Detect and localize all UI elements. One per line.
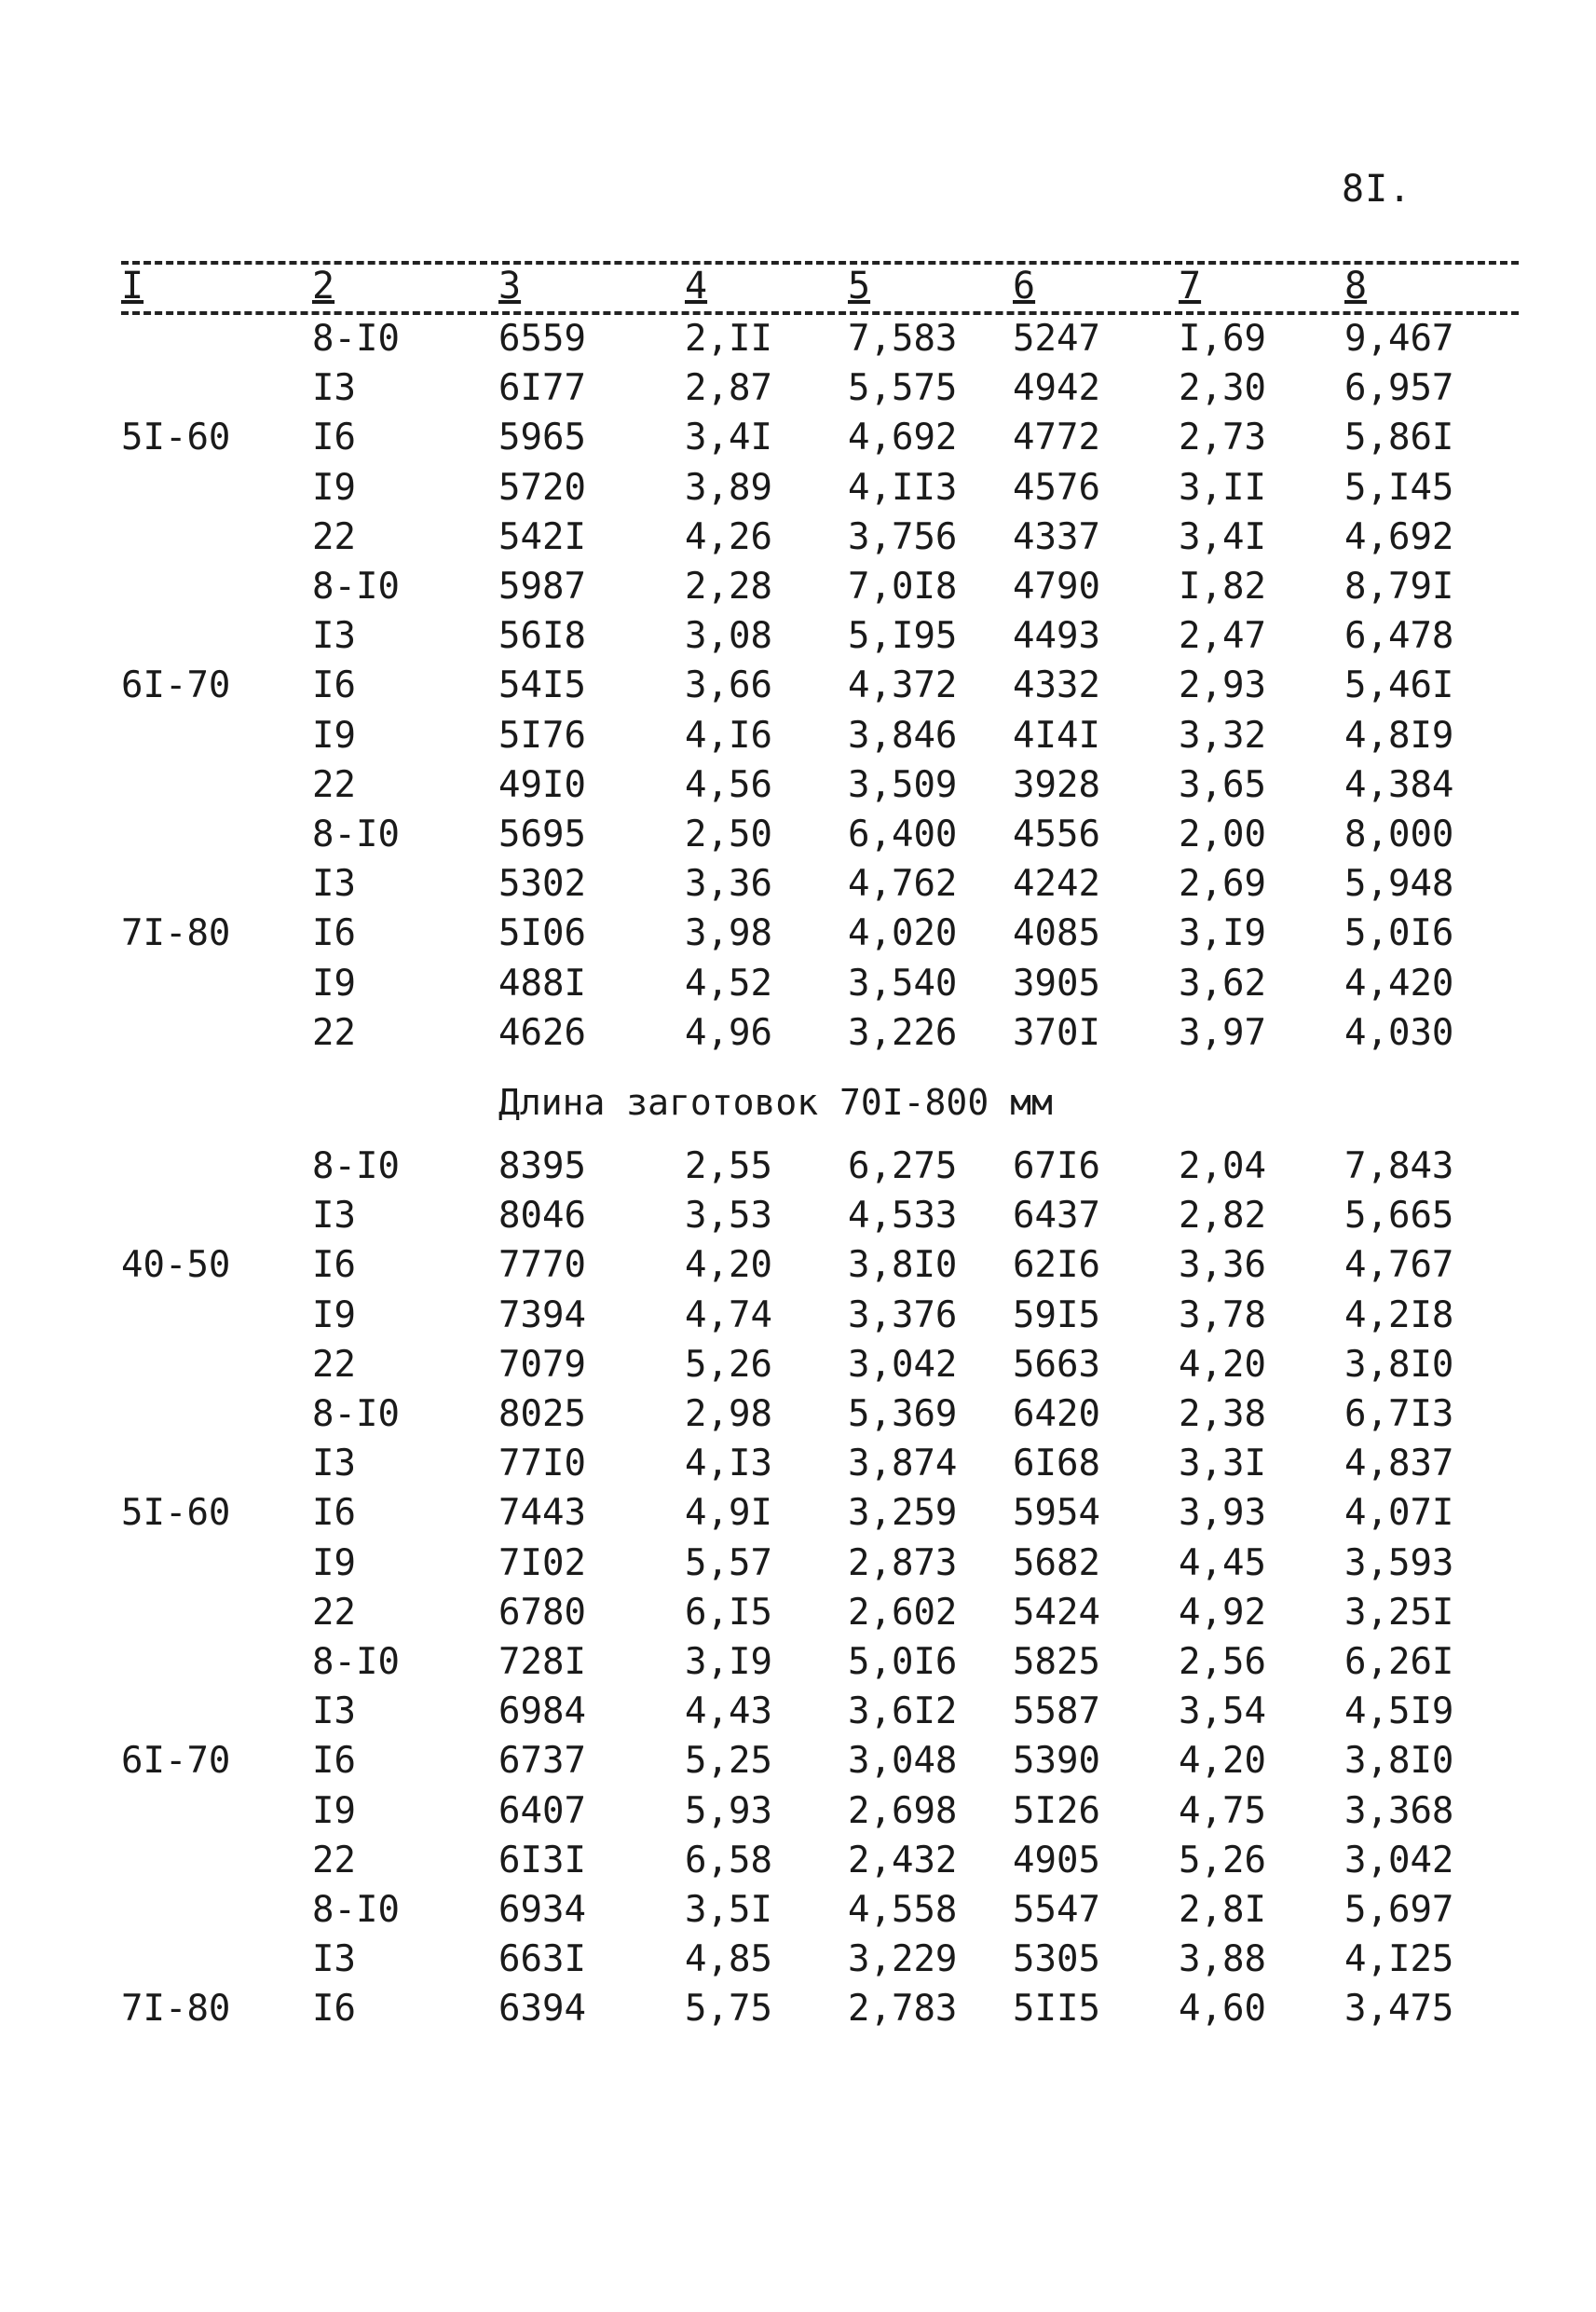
page-number: 8I.: [1342, 168, 1412, 211]
table-row: [0, 1489, 1596, 1539]
table-cell: 4085: [1013, 912, 1100, 955]
table-cell: 3,226: [848, 1011, 958, 1054]
table-cell: 7,583: [848, 318, 958, 360]
table-cell: I3: [312, 863, 356, 906]
table-cell: I3: [312, 1443, 356, 1485]
table-cell: 77I0: [498, 1443, 586, 1485]
table-cell: 5,0I6: [1344, 912, 1454, 955]
table-cell: 3,540: [848, 962, 958, 1005]
table-cell: 4,52: [685, 962, 772, 1005]
table-cell: 5587: [1013, 1690, 1100, 1733]
table-cell: 5,697: [1344, 1889, 1454, 1931]
table-cell: 6I68: [1013, 1443, 1100, 1485]
table-cell: I6: [312, 417, 356, 459]
table-cell: 6437: [1013, 1195, 1100, 1238]
table-cell: 2,432: [848, 1839, 958, 1881]
table-cell: 4626: [498, 1011, 586, 1054]
table-cell: 5,I45: [1344, 466, 1454, 509]
table-cell: 7079: [498, 1343, 586, 1386]
table-cell: 6,957: [1344, 367, 1454, 410]
table-cell: 3,78: [1179, 1293, 1266, 1336]
table-cell: 3,32: [1179, 714, 1266, 757]
header-col-6: 6: [1013, 265, 1036, 308]
table-cell: 4,384: [1344, 763, 1454, 806]
table-cell: I6: [312, 664, 356, 707]
table-cell: 8025: [498, 1393, 586, 1435]
table-cell: 2,04: [1179, 1145, 1266, 1187]
table-cell: I3: [312, 1938, 356, 1981]
table-row: [0, 860, 1596, 910]
table-cell: 2,73: [1179, 417, 1266, 459]
table-cell: 5825: [1013, 1641, 1100, 1683]
table-cell: 2,93: [1179, 664, 1266, 707]
table-row: [0, 910, 1596, 959]
table-cell: I9: [312, 1293, 356, 1336]
table-cell: 6984: [498, 1690, 586, 1733]
table-row: [0, 1440, 1596, 1489]
table-cell: 3,6I2: [848, 1690, 958, 1733]
table-row: [0, 960, 1596, 1009]
table-cell: 5682: [1013, 1541, 1100, 1584]
table-row: [0, 1192, 1596, 1241]
table-cell: 4,75: [1179, 1789, 1266, 1832]
table-row: [0, 1292, 1596, 1341]
table-cell: 4,07I: [1344, 1492, 1454, 1535]
table-cell: 56I8: [498, 615, 586, 658]
table-cell: 3,I9: [685, 1641, 772, 1683]
table-cell: 4,74: [685, 1293, 772, 1336]
table-cell: 4,I25: [1344, 1938, 1454, 1981]
table-cell: 3,259: [848, 1492, 958, 1535]
table-cell: 4,85: [685, 1938, 772, 1981]
header-col-8: 8: [1344, 265, 1368, 308]
table-cell: 8-I0: [312, 1641, 400, 1683]
table-cell: 4772: [1013, 417, 1100, 459]
table-cell: 3905: [1013, 962, 1100, 1005]
table-row: [0, 563, 1596, 612]
table-cell: 6,478: [1344, 615, 1454, 658]
table-cell: 8-I0: [312, 566, 400, 608]
header-col-7: 7: [1179, 265, 1202, 308]
table-cell: 663I: [498, 1938, 586, 1981]
table-cell: 2,28: [685, 566, 772, 608]
table-cell: 3,65: [1179, 763, 1266, 806]
group-cell: 6I-70: [121, 664, 231, 707]
table-cell: 3928: [1013, 763, 1100, 806]
table-cell: 3,4I: [685, 417, 772, 459]
table-cell: I3: [312, 1195, 356, 1238]
table-cell: 8-I0: [312, 1889, 400, 1931]
group-cell: 7I-80: [121, 912, 231, 955]
table-cell: 2,783: [848, 1988, 958, 2031]
table-cell: 3,93: [1179, 1492, 1266, 1535]
table-cell: 2,82: [1179, 1195, 1266, 1238]
header-col-3: 3: [498, 265, 522, 308]
table-cell: 6I3I: [498, 1839, 586, 1881]
table-cell: 2,698: [848, 1789, 958, 1832]
table-cell: 3,4I: [1179, 515, 1266, 558]
table-cell: 6420: [1013, 1393, 1100, 1435]
table-cell: 4,20: [685, 1244, 772, 1287]
table-cell: I6: [312, 1492, 356, 1535]
table-cell: 4905: [1013, 1839, 1100, 1881]
table-cell: 3,3I: [1179, 1443, 1266, 1485]
table-cell: 5,93: [685, 1789, 772, 1832]
table-header: [0, 263, 1596, 309]
table-cell: 5,665: [1344, 1195, 1454, 1238]
table-cell: I9: [312, 1541, 356, 1584]
table-cell: 3,042: [848, 1343, 958, 1386]
table-cell: 8-I0: [312, 814, 400, 855]
table-cell: 6,275: [848, 1145, 958, 1187]
table-cell: 6737: [498, 1740, 586, 1783]
table-cell: I6: [312, 1244, 356, 1287]
table-cell: 7,843: [1344, 1145, 1454, 1187]
table-cell: 3,229: [848, 1938, 958, 1981]
table-cell: I9: [312, 466, 356, 509]
table-row: [0, 712, 1596, 761]
table-cell: 4576: [1013, 466, 1100, 509]
table-cell: 4,20: [1179, 1740, 1266, 1783]
group-cell: 5I-60: [121, 417, 231, 459]
table-cell: 4,43: [685, 1690, 772, 1733]
table-cell: 5,I95: [848, 615, 958, 658]
table-row: [0, 1936, 1596, 1985]
table-cell: 5,575: [848, 367, 958, 410]
table-row: [0, 811, 1596, 860]
header-col-4: 4: [685, 265, 708, 308]
table-cell: 4,26: [685, 515, 772, 558]
table-cell: 4,2I8: [1344, 1293, 1454, 1336]
table-cell: 5695: [498, 814, 586, 855]
table-cell: 7,0I8: [848, 566, 958, 608]
table-cell: 3,8I0: [848, 1244, 958, 1287]
table-cell: 4493: [1013, 615, 1100, 658]
table-cell: 5,25: [685, 1740, 772, 1783]
table-cell: 6,58: [685, 1839, 772, 1881]
table-cell: 5,0I6: [848, 1641, 958, 1683]
table-cell: 3,475: [1344, 1988, 1454, 2031]
table-cell: 3,042: [1344, 1839, 1454, 1881]
table-cell: 3,54: [1179, 1690, 1266, 1733]
table-cell: 3,5I: [685, 1889, 772, 1931]
table-cell: 2,38: [1179, 1393, 1266, 1435]
table-cell: 5547: [1013, 1889, 1100, 1931]
table-cell: 4,9I: [685, 1492, 772, 1535]
table-cell: 5390: [1013, 1740, 1100, 1783]
table-cell: 8-I0: [312, 1145, 400, 1187]
table-cell: 2,II: [685, 318, 772, 360]
table-cell: 4,020: [848, 912, 958, 955]
table-cell: 4,20: [1179, 1343, 1266, 1386]
table-cell: 6559: [498, 318, 586, 360]
table-cell: 4,60: [1179, 1988, 1266, 2031]
table-cell: 2,602: [848, 1591, 958, 1634]
table-cell: 3,593: [1344, 1541, 1454, 1584]
table-cell: I9: [312, 714, 356, 757]
table-cell: 5,948: [1344, 863, 1454, 906]
table-cell: 4,767: [1344, 1244, 1454, 1287]
table-cell: 5,75: [685, 1988, 772, 2031]
table-cell: I3: [312, 615, 356, 658]
table-cell: 4,92: [1179, 1591, 1266, 1634]
table-cell: 6,26I: [1344, 1641, 1454, 1683]
table-cell: 5I06: [498, 912, 586, 955]
table-cell: 4,533: [848, 1195, 958, 1238]
table-row: [0, 1539, 1596, 1589]
table-cell: 2,50: [685, 814, 772, 855]
table-cell: 4337: [1013, 515, 1100, 558]
table-cell: 49I0: [498, 763, 586, 806]
table-cell: 3,66: [685, 664, 772, 707]
table-cell: 5720: [498, 466, 586, 509]
table-row: [0, 1638, 1596, 1688]
table-cell: 6,I5: [685, 1591, 772, 1634]
table-cell: 4942: [1013, 367, 1100, 410]
table-cell: 22: [312, 1839, 356, 1881]
table-row: [0, 1985, 1596, 2034]
table-cell: 4I4I: [1013, 714, 1100, 757]
table-cell: 5,26: [685, 1343, 772, 1386]
group-cell: 5I-60: [121, 1492, 231, 1535]
table-cell: 5I76: [498, 714, 586, 757]
table-cell: 22: [312, 1011, 356, 1054]
table-row: [0, 364, 1596, 414]
table-cell: 5,86I: [1344, 417, 1454, 459]
table-cell: 3,89: [685, 466, 772, 509]
table-cell: 5,369: [848, 1393, 958, 1435]
table-cell: 4,692: [1344, 515, 1454, 558]
table-cell: 4556: [1013, 814, 1100, 855]
table-cell: 3,36: [1179, 1244, 1266, 1287]
table-row: [0, 1241, 1596, 1291]
table-cell: 3,II: [1179, 466, 1266, 509]
header-col-1: I: [121, 265, 144, 308]
table-row: [0, 1737, 1596, 1786]
table-cell: 5305: [1013, 1938, 1100, 1981]
table-cell: 5247: [1013, 318, 1100, 360]
table-cell: 2,69: [1179, 863, 1266, 906]
table-cell: 7I02: [498, 1541, 586, 1584]
table-cell: 5I26: [1013, 1789, 1100, 1832]
table-cell: 7394: [498, 1293, 586, 1336]
table-cell: 9,467: [1344, 318, 1454, 360]
table-cell: 8,79I: [1344, 566, 1454, 608]
table-cell: 4,I6: [685, 714, 772, 757]
table-row: [0, 1009, 1596, 1059]
table-cell: 6,400: [848, 814, 958, 855]
table-row: [0, 513, 1596, 563]
table-row: [0, 1390, 1596, 1440]
group-cell: 7I-80: [121, 1988, 231, 2031]
table-cell: I9: [312, 1789, 356, 1832]
table-cell: 3,88: [1179, 1938, 1266, 1981]
table-cell: 2,8I: [1179, 1889, 1266, 1931]
table-cell: 542I: [498, 515, 586, 558]
table-cell: 4332: [1013, 664, 1100, 707]
table-row: [0, 464, 1596, 513]
table-cell: 6I77: [498, 367, 586, 410]
table-row: [0, 1341, 1596, 1390]
table-cell: 22: [312, 1591, 356, 1634]
table-cell: 2,87: [685, 367, 772, 410]
table-cell: 6407: [498, 1789, 586, 1832]
table-cell: 4,96: [685, 1011, 772, 1054]
table-cell: 8,000: [1344, 814, 1454, 855]
table-cell: 3,97: [1179, 1011, 1266, 1054]
table-cell: 6780: [498, 1591, 586, 1634]
table-cell: I6: [312, 1988, 356, 2031]
table-row: [0, 315, 1596, 364]
table-cell: 8046: [498, 1195, 586, 1238]
table-cell: I6: [312, 1740, 356, 1783]
header-col-5: 5: [848, 265, 871, 308]
table-cell: 2,873: [848, 1541, 958, 1584]
table-cell: 3,8I0: [1344, 1343, 1454, 1386]
table-row: [0, 1787, 1596, 1837]
table-cell: 370I: [1013, 1011, 1100, 1054]
table-cell: 4,420: [1344, 962, 1454, 1005]
table-cell: 6,7I3: [1344, 1393, 1454, 1435]
table-cell: 2,98: [685, 1393, 772, 1435]
table-cell: 3,376: [848, 1293, 958, 1336]
table-cell: 6934: [498, 1889, 586, 1931]
table-cell: 3,53: [685, 1195, 772, 1238]
table-cell: 5,26: [1179, 1839, 1266, 1881]
table-cell: 3,756: [848, 515, 958, 558]
table-cell: 2,55: [685, 1145, 772, 1187]
table-cell: 3,25I: [1344, 1591, 1454, 1634]
group-cell: 6I-70: [121, 1740, 231, 1783]
table-row: [0, 1688, 1596, 1737]
table-cell: 4,692: [848, 417, 958, 459]
table-cell: 728I: [498, 1641, 586, 1683]
table-cell: 5954: [1013, 1492, 1100, 1535]
table-cell: 488I: [498, 962, 586, 1005]
table-cell: 4,837: [1344, 1443, 1454, 1485]
table-row: [0, 662, 1596, 711]
table-row: [0, 1837, 1596, 1886]
table-cell: 2,47: [1179, 615, 1266, 658]
table-cell: I,82: [1179, 566, 1266, 608]
table-cell: 3,I9: [1179, 912, 1266, 955]
table-cell: 3,36: [685, 863, 772, 906]
table-cell: 8-I0: [312, 318, 400, 360]
group-cell: 40-50: [121, 1244, 231, 1287]
table-cell: 59I5: [1013, 1293, 1100, 1336]
table-cell: 2,56: [1179, 1641, 1266, 1683]
table-cell: 22: [312, 763, 356, 806]
table-cell: 22: [312, 1343, 356, 1386]
table-row: [0, 414, 1596, 463]
table-cell: 3,368: [1344, 1789, 1454, 1832]
table-cell: 4,5I9: [1344, 1690, 1454, 1733]
table-cell: 8-I0: [312, 1393, 400, 1435]
table-cell: 3,08: [685, 615, 772, 658]
table-cell: 5965: [498, 417, 586, 459]
table-cell: 3,62: [1179, 962, 1266, 1005]
table-cell: 5987: [498, 566, 586, 608]
section-caption: Длина заготовок 70I-800 мм: [498, 1082, 1053, 1123]
table-cell: 54I5: [498, 664, 586, 707]
table-cell: 8395: [498, 1145, 586, 1187]
table-cell: 22: [312, 515, 356, 558]
table-cell: 7443: [498, 1492, 586, 1535]
table-cell: 4790: [1013, 566, 1100, 608]
table-row: [0, 761, 1596, 811]
table-cell: 4,I3: [685, 1443, 772, 1485]
table-cell: 3,509: [848, 763, 958, 806]
table-row: [0, 1142, 1596, 1192]
table-cell: 5663: [1013, 1343, 1100, 1386]
table-cell: 2,30: [1179, 367, 1266, 410]
table-cell: I6: [312, 912, 356, 955]
table-cell: 6394: [498, 1988, 586, 2031]
table-row: [0, 612, 1596, 662]
table-cell: 3,8I0: [1344, 1740, 1454, 1783]
table-cell: 3,846: [848, 714, 958, 757]
table-cell: 4,II3: [848, 466, 958, 509]
table-row: [0, 1886, 1596, 1936]
header-col-2: 2: [312, 265, 335, 308]
table-cell: 67I6: [1013, 1145, 1100, 1187]
table-cell: 4,372: [848, 664, 958, 707]
table-cell: I3: [312, 367, 356, 410]
table-cell: 5,57: [685, 1541, 772, 1584]
table-cell: 4,45: [1179, 1541, 1266, 1584]
table-cell: I9: [312, 962, 356, 1005]
table-cell: 5424: [1013, 1591, 1100, 1634]
table-cell: 2,00: [1179, 814, 1266, 855]
table-cell: 3,874: [848, 1443, 958, 1485]
table-cell: 5II5: [1013, 1988, 1100, 2031]
table-cell: I,69: [1179, 318, 1266, 360]
table-cell: 4,762: [848, 863, 958, 906]
table-cell: 3,98: [685, 912, 772, 955]
table-cell: 4242: [1013, 863, 1100, 906]
table-cell: 3,048: [848, 1740, 958, 1783]
table-cell: 5,46I: [1344, 664, 1454, 707]
table-cell: 7770: [498, 1244, 586, 1287]
table-cell: 4,8I9: [1344, 714, 1454, 757]
table-cell: 5302: [498, 863, 586, 906]
table-row: [0, 1589, 1596, 1638]
table-cell: 4,56: [685, 763, 772, 806]
table-cell: 4,558: [848, 1889, 958, 1931]
table-cell: I3: [312, 1690, 356, 1733]
table-cell: 4,030: [1344, 1011, 1454, 1054]
table-cell: 62I6: [1013, 1244, 1100, 1287]
